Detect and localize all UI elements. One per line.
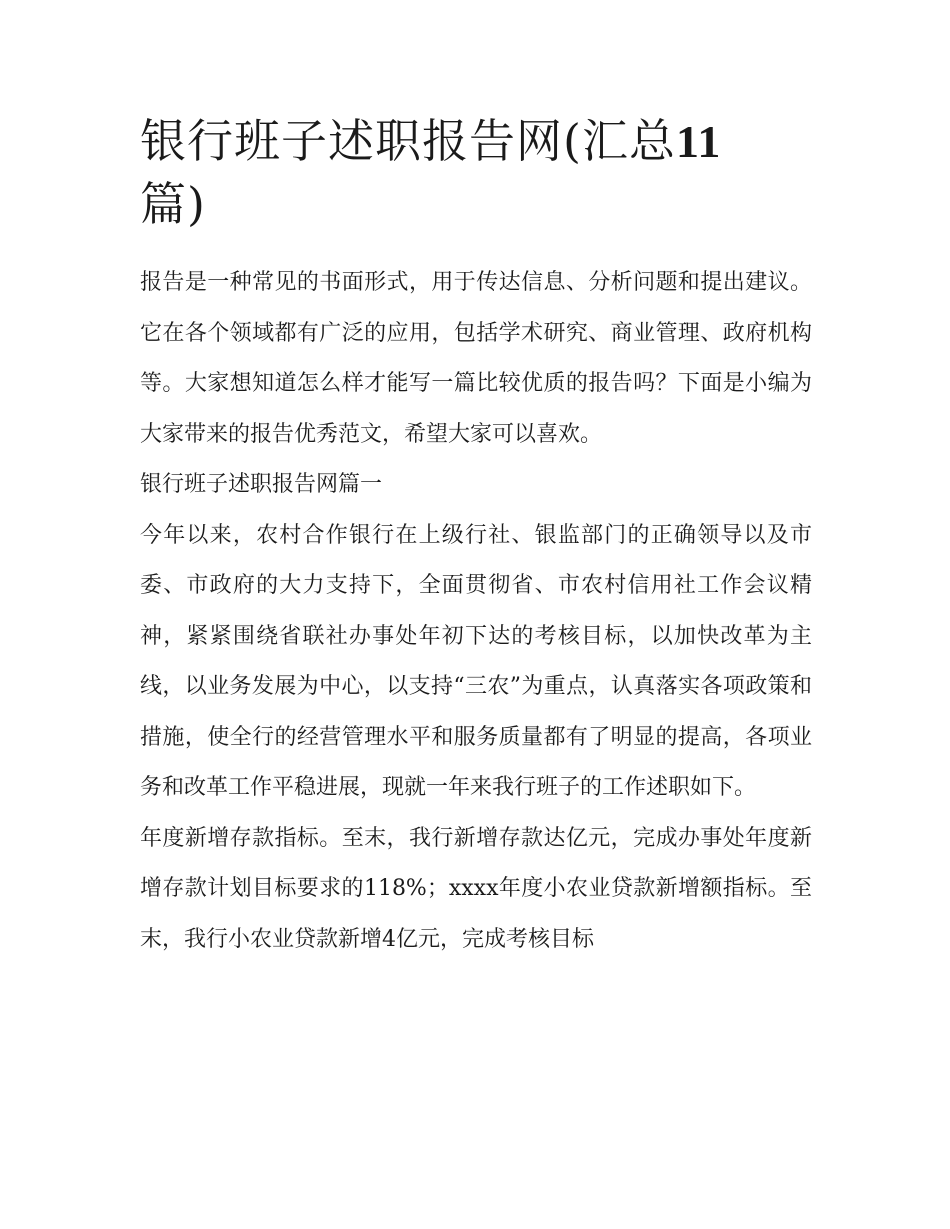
intro-paragraph: 报告是一种常见的书面形式，用于传达信息、分析问题和提出建议。它在各个领域都有广泛的应用，包括学术研究、商业管理、政府机构等。大家想知道怎么样才能写一篇比较优质的报告吗？下面是小编为大家带来的报告优秀范文，希望大家可以喜欢。 bbox=[140, 270, 812, 447]
document-page bbox=[140, 110, 812, 965]
body-paragraph-2: 年度新增存款指标。至末，我行新增存款达亿元，完成办事处年度新增存款计划目标要求的118%；xxxx年度小农业贷款新增额指标。至末，我行小农业贷款新增4亿元，完成考核目标 bbox=[140, 825, 812, 952]
title-number: 11 bbox=[675, 116, 722, 167]
section-heading: 银行班子述职报告网篇一 bbox=[140, 472, 383, 497]
document-body bbox=[140, 258, 812, 965]
title-text: 银行班子述职报告网(汇总 bbox=[140, 114, 676, 168]
body-paragraph-1: 今年以来，农村合作银行在上级行社、银监部门的正确领导以及市委、市政府的大力支持下，全面贯彻省、市农村信用社工作会议精神，紧紧围绕省联社办事处年初下达的考核目标，以加快改革为主线，以业务发展为中心，以支持“三农”为重点，认真落实各项政策和措施，使全行的经营管理水平和服务质量都有了明显的提高，各项业务和改革工作平稳进展，现就一年来我行班子的工作述职如下。 bbox=[140, 522, 812, 800]
title-end: 篇) bbox=[140, 177, 206, 231]
document-title bbox=[140, 110, 812, 235]
